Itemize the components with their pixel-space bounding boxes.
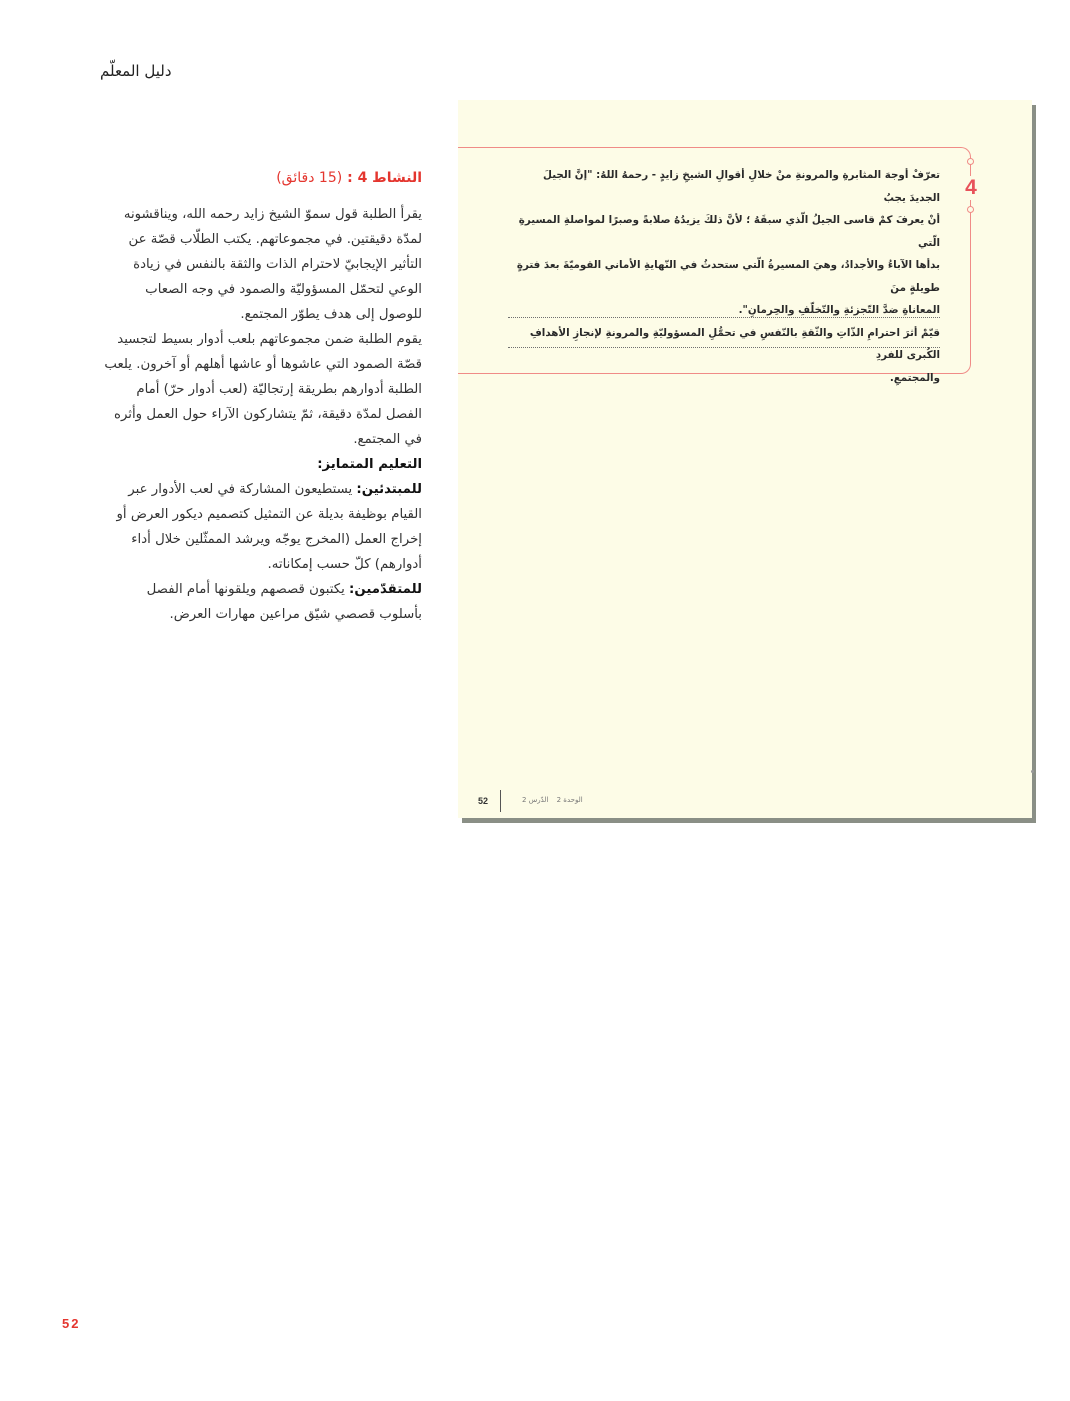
task-number: 4 [960, 176, 982, 200]
footer-unit: الوحدة 2 [556, 796, 583, 804]
beginners-label: للمبتدئين: [356, 482, 422, 497]
task-line: والمجتمعِ. [889, 371, 940, 384]
answer-line [508, 317, 940, 318]
task-line: تعرّفْ أوجهَ المثابرةِ والمرونةِ منْ خلالِ أقوالِ الشيخِ زايدٍ - رحمهُ اللهُ: "إنَّ الجيلَ الجديدَ يجبُ [543, 169, 940, 204]
teacher-guide-column [100, 170, 422, 627]
task-text [516, 164, 940, 389]
footer-lesson: الدّرس 2 [522, 796, 549, 804]
box-notch-top [967, 158, 974, 165]
task-line: قيّمْ أثرَ احترامِ الذّاتِ والثّقةِ بالنّفسِ في تحمُّلِ المسؤوليّةِ والمرونةِ لإنجازِ الأهدافِ الكُبرى للفردِ [529, 326, 940, 361]
advanced-text: يكتبون قصصهم ويلقونها أمام الفصل بأسلوب قصصي شيّق مراعين مهارات العرض. [146, 582, 422, 622]
task-line: أنْ يعرفَ كمْ قاسى الجيلُ الّذي سبقَهُ ؛ لأنَّ ذلكَ يزيدُهُ صلابةً وصبرًا لمواصلةِ المسيرةِ الّتي [518, 214, 940, 249]
differentiation-heading: التعليم المتمايز: [317, 457, 422, 472]
advanced-label: للمتقدّمين: [349, 582, 422, 597]
box-notch-bottom [967, 206, 974, 213]
book-page-number: 52 [478, 796, 489, 806]
edge-mark [1031, 770, 1034, 773]
task-line: بدأها الآباءُ والأجدادُ، وهيَ المسيرةُ الّتي ستحدثُ في النّهايةِ الأماني القوميّةَ بعدَ فترةٍ طويلةٍ منَ [516, 259, 940, 294]
guide-title: دليل المعلّم [100, 62, 172, 80]
book-page-footer [458, 790, 658, 820]
beginners-note [100, 477, 422, 577]
page-number: 52 [62, 1316, 81, 1331]
activity-heading [100, 170, 422, 186]
activity-duration: (15 دقائق) [276, 170, 343, 186]
task-line: المعاناةِ ضدَّ التّجزئةِ والتّخلّفِ والحِرمانِ". [738, 304, 940, 316]
advanced-note [100, 577, 422, 627]
footer-breadcrumb [516, 796, 583, 804]
footer-divider [500, 790, 501, 812]
activity-paragraph-2: يقوم الطلبة ضمن مجموعاتهم بلعب أدوار بسيط لتجسيد قصّة الصمود التي عاشوها أو عاشها أهلهم أو آخرون. يلعب الطلبة أدوارهم بطريقة إرتجاليّة (لعب أدوار حرّ) أمام الفصل لمدّة دقيقة، ثمّ يتشاركون الآراء حول العمل وأثره في المجتمع. [104, 332, 422, 447]
activity-paragraph-1: يقرأ الطلبة قول سموّ الشيخ زايد رحمه الله، ويناقشونه لمدّة دقيقتين. في مجموعاتهم. يكتب الطلّاب قصّة عن التأثير الإيجابيّ لاحترام الذات والثقة بالنفس في زيادة الوعي لتحمّل المسؤوليّة والصمود في وجه الصعاب للوصول إلى هدف يطوّر المجتمع. [123, 207, 422, 322]
answer-line [508, 347, 940, 348]
beginners-text: يستطيعون المشاركة في لعب الأدوار عبر القيام بوظيفة بديلة عن التمثيل كتصميم ديكور العرض أو إخراج العمل (المخرج يوجّه ويرشد الممثّلين خلال أداء أدوارهم) كلّ حسب إمكاناته. [116, 482, 422, 572]
student-book-page [458, 100, 1032, 818]
activity-label: النشاط 4 : [347, 170, 422, 186]
